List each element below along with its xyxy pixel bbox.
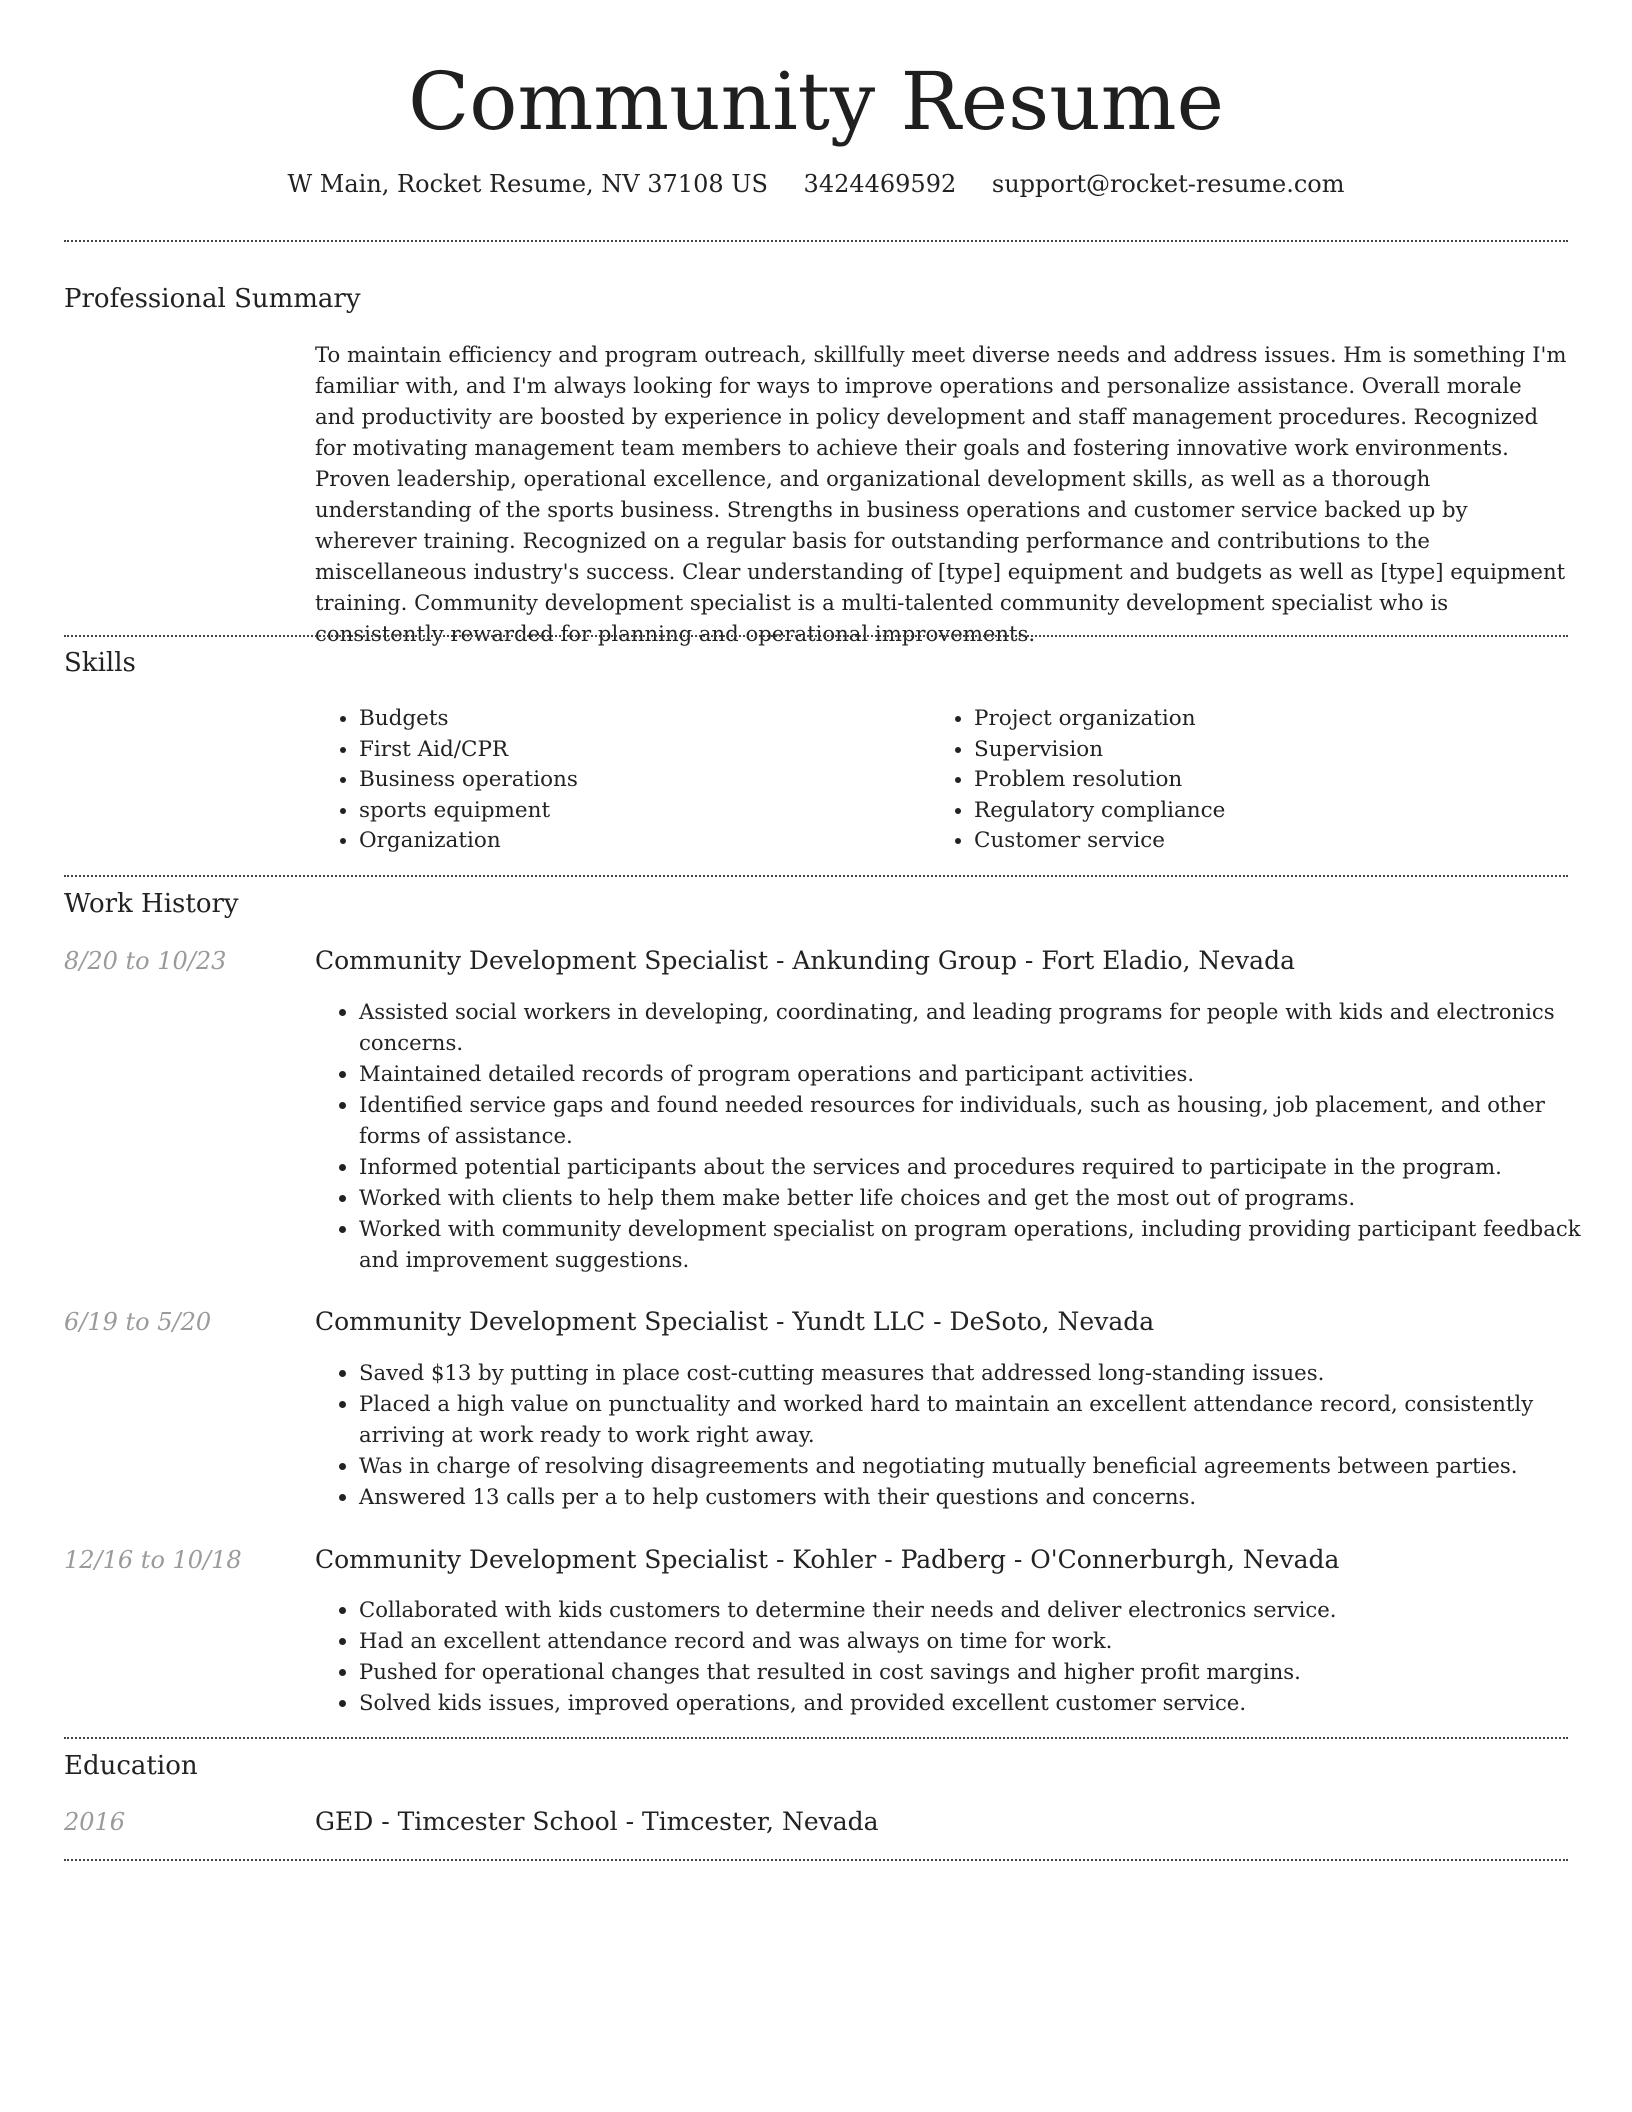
skill-item: • Business operations bbox=[359, 765, 939, 796]
skills-list-left bbox=[315, 704, 939, 857]
job-bullet: • Placed a high value on punctuality and worked hard to maintain an excellent attendance record, consistently arriving at work ready to work right away. bbox=[359, 1388, 1612, 1450]
skill-item: • Project organization bbox=[974, 704, 1574, 735]
job-dates: 8/20 to 10/23 bbox=[64, 947, 227, 975]
divider bbox=[64, 875, 1568, 877]
job-dates: 12/16 to 10/18 bbox=[64, 1546, 242, 1574]
job-bullet: • Maintained detailed records of program operations and participant activities. bbox=[359, 1058, 1612, 1089]
job-bullet: • Pushed for operational changes that resulted in cost savings and higher profit margins. bbox=[359, 1656, 1612, 1687]
job-bullet: • Collaborated with kids customers to determine their needs and deliver electronics service. bbox=[359, 1594, 1612, 1625]
skill-item: • Organization bbox=[359, 826, 939, 857]
skills-list-right bbox=[930, 704, 1574, 857]
job-bullet: • Assisted social workers in developing, coordinating, and leading programs for people with kids and electronics concerns. bbox=[359, 996, 1612, 1058]
job-bullet: • Was in charge of resolving disagreements and negotiating mutually beneficial agreements between parties. bbox=[359, 1450, 1612, 1481]
divider bbox=[64, 240, 1568, 242]
contact-phone: 3424469592 bbox=[803, 170, 957, 198]
divider bbox=[64, 635, 1568, 637]
job-bullet: • Answered 13 calls per a to help customers with their questions and concerns. bbox=[359, 1481, 1612, 1512]
contact-address: W Main, Rocket Resume, NV 37108 US bbox=[287, 170, 768, 198]
section-title-education: Education bbox=[64, 1751, 198, 1781]
section-title-summary: Professional Summary bbox=[64, 284, 361, 314]
job-bullet: • Solved kids issues, improved operations, and provided excellent customer service. bbox=[359, 1687, 1612, 1718]
education-title: GED - Timcester School - Timcester, Nevada bbox=[315, 1807, 879, 1836]
job-bullet: • Informed potential participants about the services and procedures required to participate in the program. bbox=[359, 1151, 1612, 1182]
section-title-work: Work History bbox=[64, 889, 239, 919]
job-title: Community Development Specialist - Ankunding Group - Fort Eladio, Nevada bbox=[315, 946, 1295, 975]
job-bullet: • Had an excellent attendance record and was always on time for work. bbox=[359, 1625, 1612, 1656]
section-title-skills: Skills bbox=[64, 648, 136, 678]
job-title: Community Development Specialist - Yundt LLC - DeSoto, Nevada bbox=[315, 1307, 1155, 1336]
job-title: Community Development Specialist - Kohler - Padberg - O'Connerburgh, Nevada bbox=[315, 1545, 1340, 1574]
job-bullets bbox=[315, 1357, 1612, 1512]
skill-item: • Regulatory compliance bbox=[974, 796, 1574, 827]
contact-line bbox=[64, 170, 1568, 198]
job-bullet: • Worked with community development specialist on program operations, including providing participant feedback and improvement suggestions. bbox=[359, 1213, 1612, 1275]
skill-item: • sports equipment bbox=[359, 796, 939, 827]
skill-item: • Supervision bbox=[974, 735, 1574, 766]
job-bullet: • Worked with clients to help them make better life choices and get the most out of programs. bbox=[359, 1182, 1612, 1213]
skill-item: • Problem resolution bbox=[974, 765, 1574, 796]
job-bullets bbox=[315, 996, 1612, 1275]
skill-item: • Customer service bbox=[974, 826, 1574, 857]
contact-email: support@rocket-resume.com bbox=[991, 170, 1345, 198]
job-dates: 6/19 to 5/20 bbox=[64, 1308, 212, 1336]
job-bullet: • Identified service gaps and found needed resources for individuals, such as housing, job placement, and other forms of assistance. bbox=[359, 1089, 1612, 1151]
summary-text: To maintain efficiency and program outreach, skillfully meet diverse needs and address issues. Hm is something I'm familiar with, and I'm always looking for ways to improve operations and personalize assistance. Overall morale and productivity are boosted by experience in policy development and staff management procedures. Recognized for motivating management team members to achieve their goals and fostering innovative work environments. Proven leadership, operational excellence, and organizational development skills, as well as a thorough understanding of the sports business. Strengths in business operations and customer service backed up by wherever training. Recognized on a regular basis for outstanding performance and contributions to the miscellaneous industry's success. Clear understanding of [type] equipment and budgets as well as [type] equipment training. Community development specialist is a multi-talented community development specialist who is consistently rewarded for planning and operational improvements. bbox=[315, 342, 1567, 646]
skill-item: • First Aid/CPR bbox=[359, 735, 939, 766]
education-dates: 2016 bbox=[64, 1808, 126, 1836]
divider bbox=[64, 1859, 1568, 1861]
job-bullet: • Saved $13 by putting in place cost-cutting measures that addressed long-standing issues. bbox=[359, 1357, 1612, 1388]
resume-name: Community Resume bbox=[408, 55, 1224, 148]
job-bullets bbox=[315, 1594, 1612, 1718]
divider bbox=[64, 1737, 1568, 1739]
skill-item: • Budgets bbox=[359, 704, 939, 735]
